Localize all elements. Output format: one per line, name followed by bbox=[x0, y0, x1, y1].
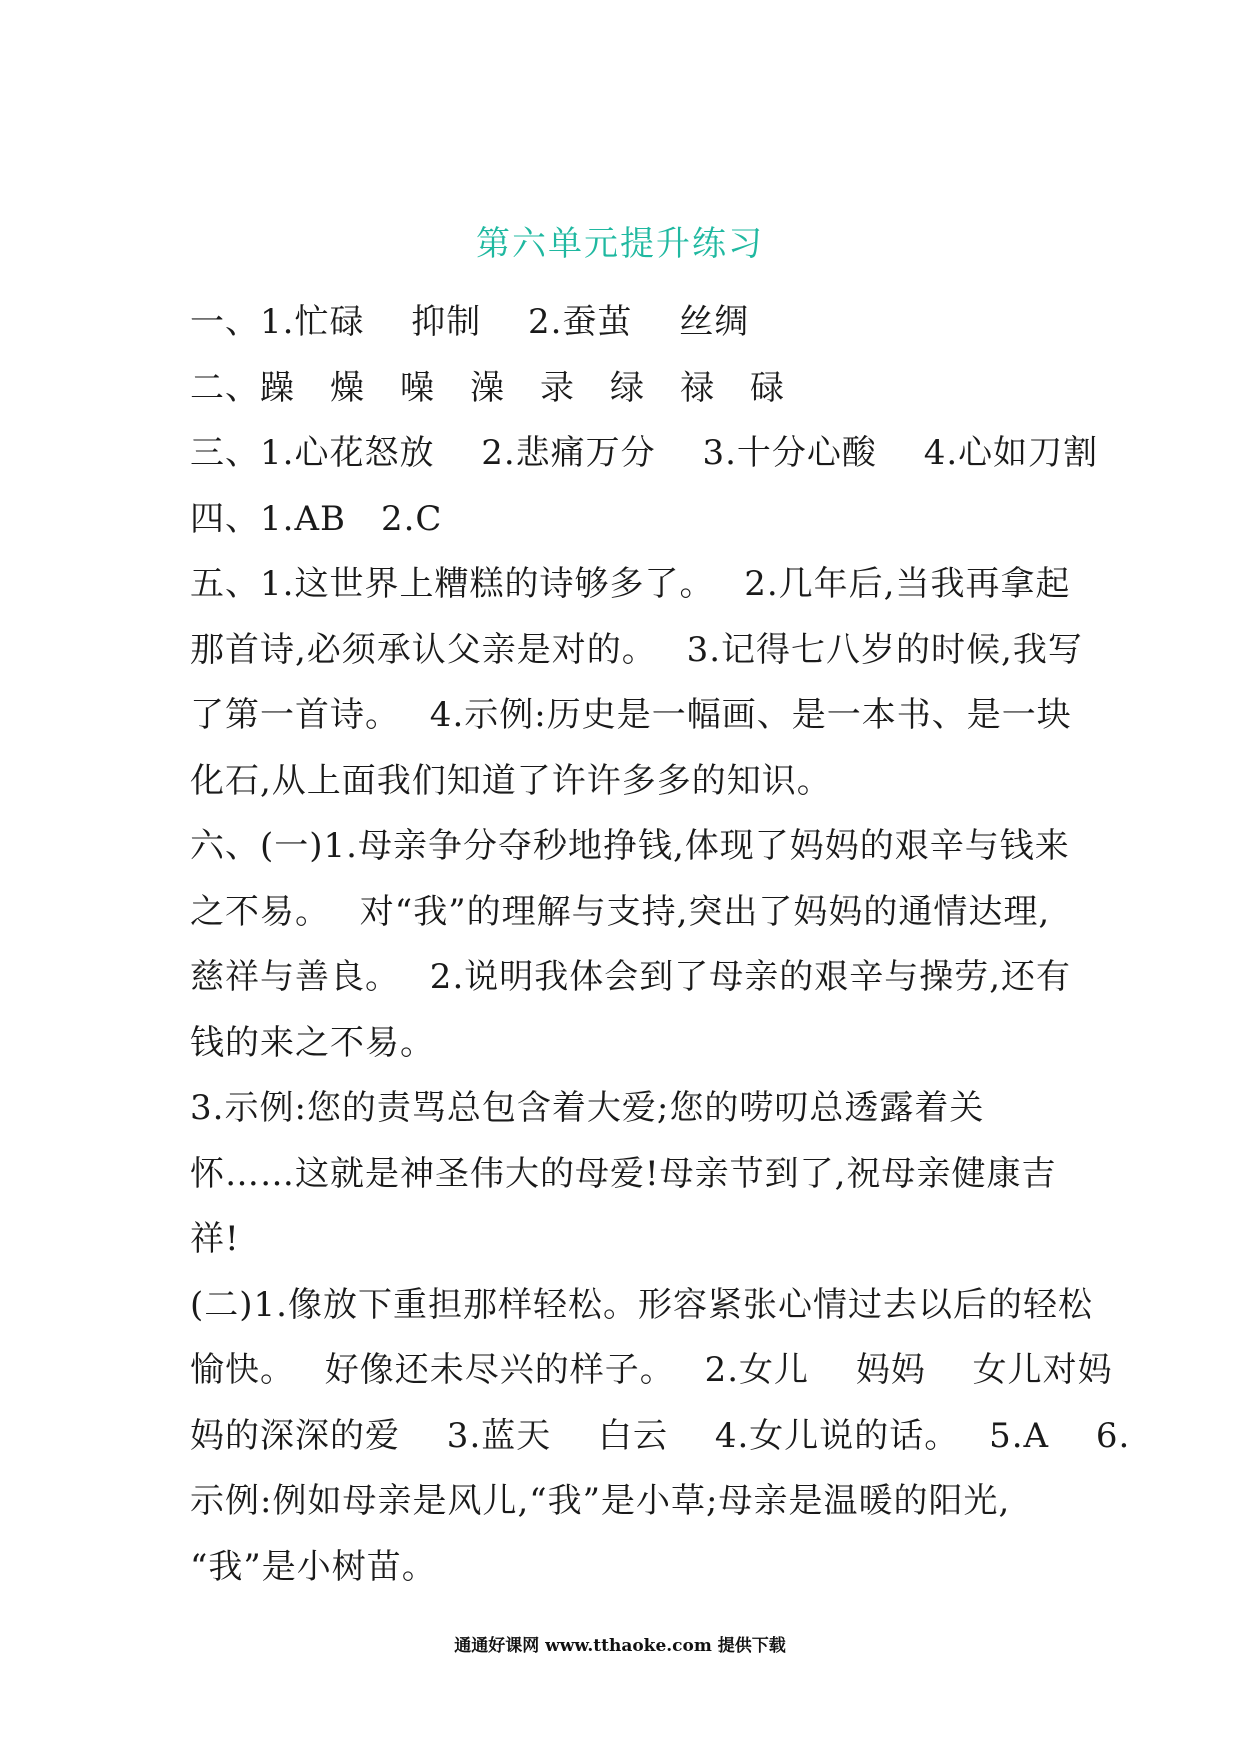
answer-line: 化石,从上面我们知道了许许多多的知识。 bbox=[190, 760, 832, 801]
answer-line: 之不易。 对“我”的理解与支持,突出了妈妈的通情达理, bbox=[190, 891, 1051, 932]
answer-line: 慈祥与善良。 2.说明我体会到了母亲的艰辛与操劳,还有 bbox=[190, 957, 1072, 997]
answer-line: 3.示例:您的责骂总包含着大爱;您的唠叨总透露着关 bbox=[190, 1088, 985, 1128]
answer-line: 了第一首诗。 4.示例:历史是一幅画、是一本书、是一块 bbox=[190, 695, 1072, 735]
answer-line: “我”是小树苗。 bbox=[190, 1546, 437, 1587]
answer-line: 四、1.AB 2.C bbox=[190, 498, 443, 539]
answer-line: 二、躁 燥 噪 澡 录 绿 禄 碌 bbox=[190, 367, 785, 408]
answer-line: (二)1.像放下重担那样轻松。形容紧张心情过去以后的轻松 bbox=[190, 1284, 1093, 1325]
answer-line: 六、(一)1.母亲争分夺秒地挣钱,体现了妈妈的艰辛与钱来 bbox=[190, 826, 1070, 866]
answer-line: 三、1.心花怒放 2.悲痛万分 3.十分心酸 4.心如刀割 bbox=[190, 433, 1099, 473]
answer-content bbox=[190, 290, 1131, 1600]
answer-line: 一、1.忙碌 抑制 2.蚕茧 丝绸 bbox=[190, 302, 750, 342]
answer-line: 妈的深深的爱 3.蓝天 白云 4.女儿说的话。 5.A 6. bbox=[190, 1415, 1131, 1456]
answer-line: 那首诗,必须承认父亲是对的。 3.记得七八岁的时候,我写 bbox=[190, 629, 1083, 670]
page-title: 第六单元提升练习 bbox=[476, 224, 764, 264]
answer-line: 愉快。 好像还未尽兴的样子。 2.女儿 妈妈 女儿对妈 bbox=[190, 1350, 1113, 1390]
footer-source-text: 通通好课网 www.tthaoke.com 提供下载 bbox=[454, 1636, 786, 1656]
answer-line: 五、1.这世界上糟糕的诗够多了。 2.几年后,当我再拿起 bbox=[190, 564, 1071, 604]
answer-line: 示例:例如母亲是风儿,“我”是小草;母亲是温暖的阳光, bbox=[190, 1481, 1011, 1521]
answer-line: 钱的来之不易。 bbox=[190, 1022, 435, 1063]
answer-line: 怀……这就是神圣伟大的母爱!母亲节到了,祝母亲健康吉 bbox=[190, 1153, 1057, 1194]
answer-line: 祥! bbox=[190, 1219, 240, 1259]
